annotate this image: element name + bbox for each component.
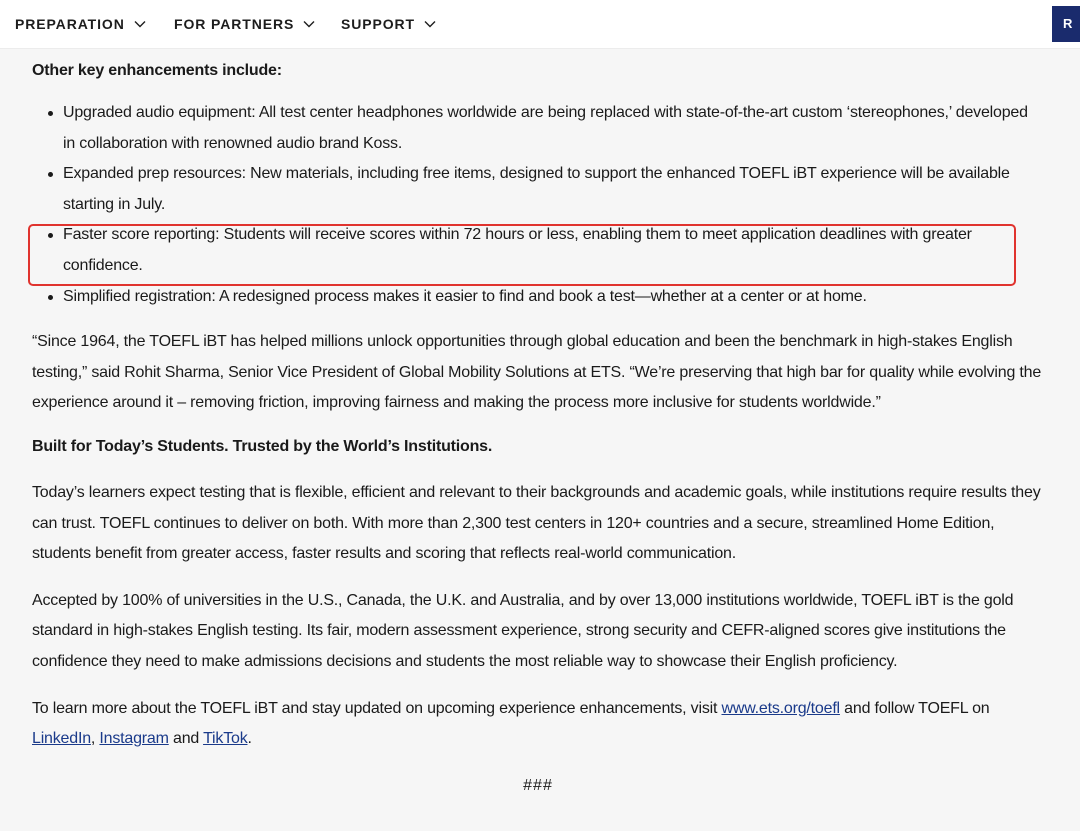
nav-support[interactable] xyxy=(341,15,436,33)
separator-comma: , xyxy=(90,730,100,748)
nav-for-partners[interactable] xyxy=(174,15,315,33)
bullet-icon xyxy=(48,295,53,300)
accepted-paragraph: Accepted by 100% of universities in the U.S., Canada, the U.K. and Australia, and by over 13,000 institutions worldwide, TOEFL iBT is the gold standard in high-stakes English testing. Its fair, modern assessment experience, strong security and CEFR-aligned scores give institutions the confidence they need to make admissions decisions and students the most reliable way to showcase their English proficiency. xyxy=(32,591,1014,670)
list-item xyxy=(32,98,1044,159)
learn-more-paragraph xyxy=(32,694,1044,755)
article-body xyxy=(32,52,1044,801)
end-mark: ### xyxy=(523,776,553,794)
top-navigation xyxy=(0,0,1080,49)
list-item-text: Upgraded audio equipment: All test center headphones worldwide are being replaced with state-of-the-art custom ‘stereophones,’ developed in collaboration with renowned audio brand Koss. xyxy=(63,104,1028,152)
learners-paragraph: Today’s learners expect testing that is flexible, efficient and relevant to their backgrounds and academic goals, while institutions require results they can trust. TOEFL continues to deliver on both. With more than 2,300 test centers in 120+ countries and a secure, streamlined Home Edition, students benefit from greater access, faster results and scoring that reflects real-world communication. xyxy=(32,483,1041,563)
quote-paragraph: “Since 1964, the TOEFL iBT has helped millions unlock opportunities through global education and been the benchmark in high-stakes English testing,” said Rohit Sharma, Senior Vice President of Global Mobility Solutions at ETS. “We’re preserving that high bar for quality while evolving the experience around it – removing friction, improving fairness and making the process more inclusive for students worldwide.” xyxy=(32,333,1042,412)
sentence-period: . xyxy=(247,730,252,748)
separator-and: and xyxy=(168,730,204,748)
list-item xyxy=(32,282,1044,313)
list-item xyxy=(32,159,1044,220)
learn-more-middle: and follow TOEFL on xyxy=(839,699,990,717)
nav-preparation[interactable] xyxy=(15,15,146,33)
chevron-down-icon xyxy=(424,20,436,28)
chevron-down-icon xyxy=(134,20,146,28)
nav-for-partners-label: FOR PARTNERS xyxy=(174,16,295,32)
register-button[interactable]: R xyxy=(1052,6,1080,42)
tiktok-link[interactable]: TikTok xyxy=(203,730,248,748)
built-for-students-heading: Built for Today’s Students. Trusted by the World’s Institutions. xyxy=(32,437,493,455)
list-item-text: Faster score reporting: Students will receive scores within 72 hours or less, enabling them to meet application deadlines with greater confidence. xyxy=(63,226,972,274)
linkedin-link[interactable]: LinkedIn xyxy=(32,730,91,748)
nav-preparation-label: PREPARATION xyxy=(15,16,125,32)
learn-more-prefix: To learn more about the TOEFL iBT and stay updated on upcoming experience enhancements, visit xyxy=(32,699,722,717)
chevron-down-icon xyxy=(303,20,315,28)
list-item-text: Simplified registration: A redesigned process makes it easier to find and book a test—whether at a center or at home. xyxy=(63,287,867,305)
nav-support-label: SUPPORT xyxy=(341,16,415,32)
enhancements-heading: Other key enhancements include: xyxy=(32,62,282,79)
bullet-icon xyxy=(48,172,53,177)
bullet-icon xyxy=(48,111,53,116)
instagram-link[interactable]: Instagram xyxy=(99,730,169,748)
list-item-text: Expanded prep resources: New materials, including free items, designed to support the enhanced TOEFL iBT experience will be available starting in July. xyxy=(63,165,1010,213)
ets-toefl-link[interactable]: www.ets.org/toefl xyxy=(721,699,840,717)
highlight-box xyxy=(28,224,1016,286)
